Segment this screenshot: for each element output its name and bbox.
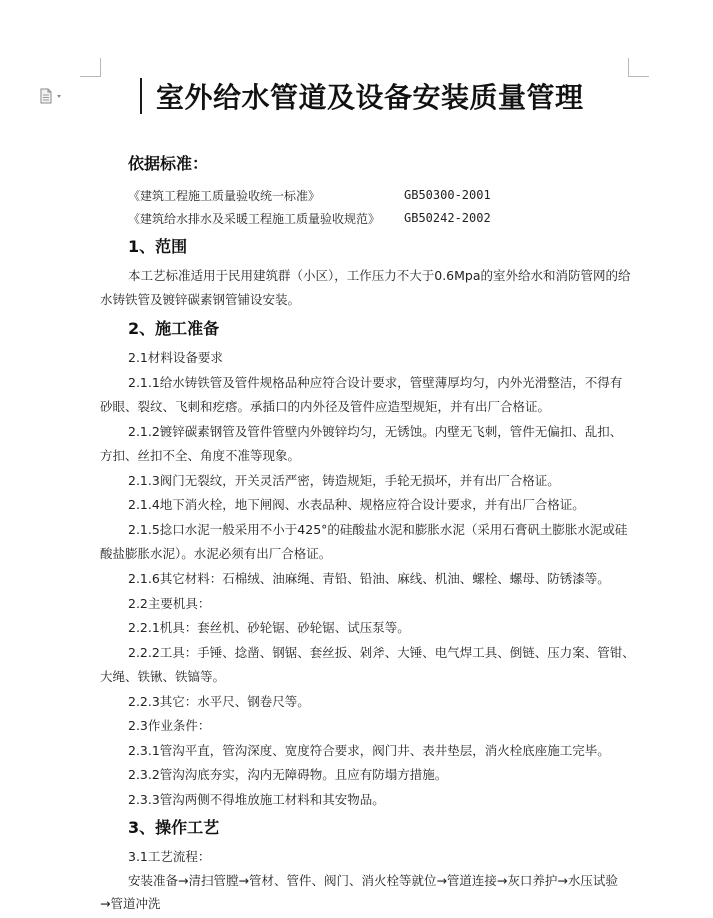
paragraph-line: 2.1.5捻口水泥一般采用不小于425°的硅酸盐水泥和膨胀水泥（采用石膏矾土膨胀水泥或硅 [128, 522, 628, 537]
basis-heading: 依据标准： [128, 154, 209, 173]
paragraph-line: 2.2.2工具：手锤、捻凿、钢锯、套丝扳、剁斧、大锤、电气焊工具、倒链、压力案、管钳、 [128, 645, 635, 660]
paragraph-line: →管道冲洗 [100, 896, 161, 911]
paragraph-line: 2.2.3其它：水平尺、钢卷尺等。 [128, 694, 310, 709]
paragraph-line: 2.3.2管沟沟底夯实，沟内无障碍物。且应有防塌方措施。 [128, 767, 448, 782]
paragraph-line: 水铸铁管及镀锌碳素钢管铺设安装。 [100, 292, 301, 307]
paragraph-line: 2.3作业条件： [128, 718, 211, 733]
crop-mark-top-left [80, 58, 101, 77]
paragraph-line: 2.1.2镀锌碳素钢管及管件管壁内外镀锌均匀，无锈蚀。内壁无飞刺，管件无偏扣、乱扣、 [128, 424, 623, 439]
paragraph-line: 酸盐膨胀水泥）。水泥必须有出厂合格证。 [100, 546, 332, 561]
paragraph-line: 2.2主要机具： [128, 596, 211, 611]
section-2-heading: 2、施工准备 [128, 319, 220, 338]
standard-code-2: GB50242-2002 [404, 211, 491, 225]
paragraph-line: 2.3.1管沟平直，管沟深度、宽度符合要求，阀门井、表井垫层，消火栓底座施工完毕。 [128, 743, 610, 758]
section-3-heading: 3、操作工艺 [128, 818, 220, 837]
paragraph-line: 2.2.1机具：套丝机、砂轮锯、砂轮锯、试压泵等。 [128, 620, 410, 635]
section-1-heading: 1、范围 [128, 237, 188, 256]
title-bar [140, 78, 142, 114]
paragraph-line: 本工艺标准适用于民用建筑群（小区），工作压力不大于0.6Mpa的室外给水和消防管网的给 [128, 268, 631, 283]
paragraph-line: 3.1工艺流程： [128, 849, 211, 864]
paragraph-line: 砂眼、裂纹、飞刺和疙瘩。承插口的内外径及管件应造型规矩，并有出厂合格证。 [100, 399, 551, 414]
crop-mark-top-right [628, 58, 649, 77]
paragraph-line: 2.1.1给水铸铁管及管件规格品种应符合设计要求，管壁薄厚均匀，内外光滑整洁，不得有 [128, 375, 623, 390]
standard-name-2: 《建筑给水排水及采暖工程施工质量验收规范》 [128, 212, 381, 226]
paragraph-line: 2.1.4地下消火栓，地下闸阀、水表品种、规格应符合设计要求，并有出厂合格证。 [128, 497, 585, 512]
standard-name-1: 《建筑工程施工质量验收统一标准》 [128, 189, 321, 203]
document-icon[interactable] [40, 88, 64, 104]
document-title: 室外给水管道及设备安装质量管理 [156, 81, 584, 114]
paragraph-line: 安装准备→清扫管膛→管材、管件、阀门、消火栓等就位→管道连接→灰口养护→水压试验 [128, 873, 618, 888]
paragraph-line: 大绳、铁锹、铁镐等。 [100, 669, 226, 684]
paragraph-line: 方扣、丝扣不全、角度不准等现象。 [100, 448, 301, 463]
standard-code-1: GB50300-2001 [404, 188, 491, 202]
paragraph-line: 2.1.6其它材料：石棉绒、油麻绳、青铅、铅油、麻线、机油、螺栓、螺母、防锈漆等。 [128, 571, 610, 586]
paragraph-line: 2.1材料设备要求 [128, 350, 223, 365]
paragraph-line: 2.1.3阀门无裂纹，开关灵活严密，铸造规矩，手轮无损坏，并有出厂合格证。 [128, 473, 560, 488]
paragraph-line: 2.3.3管沟两侧不得堆放施工材料和其安物品。 [128, 792, 385, 807]
